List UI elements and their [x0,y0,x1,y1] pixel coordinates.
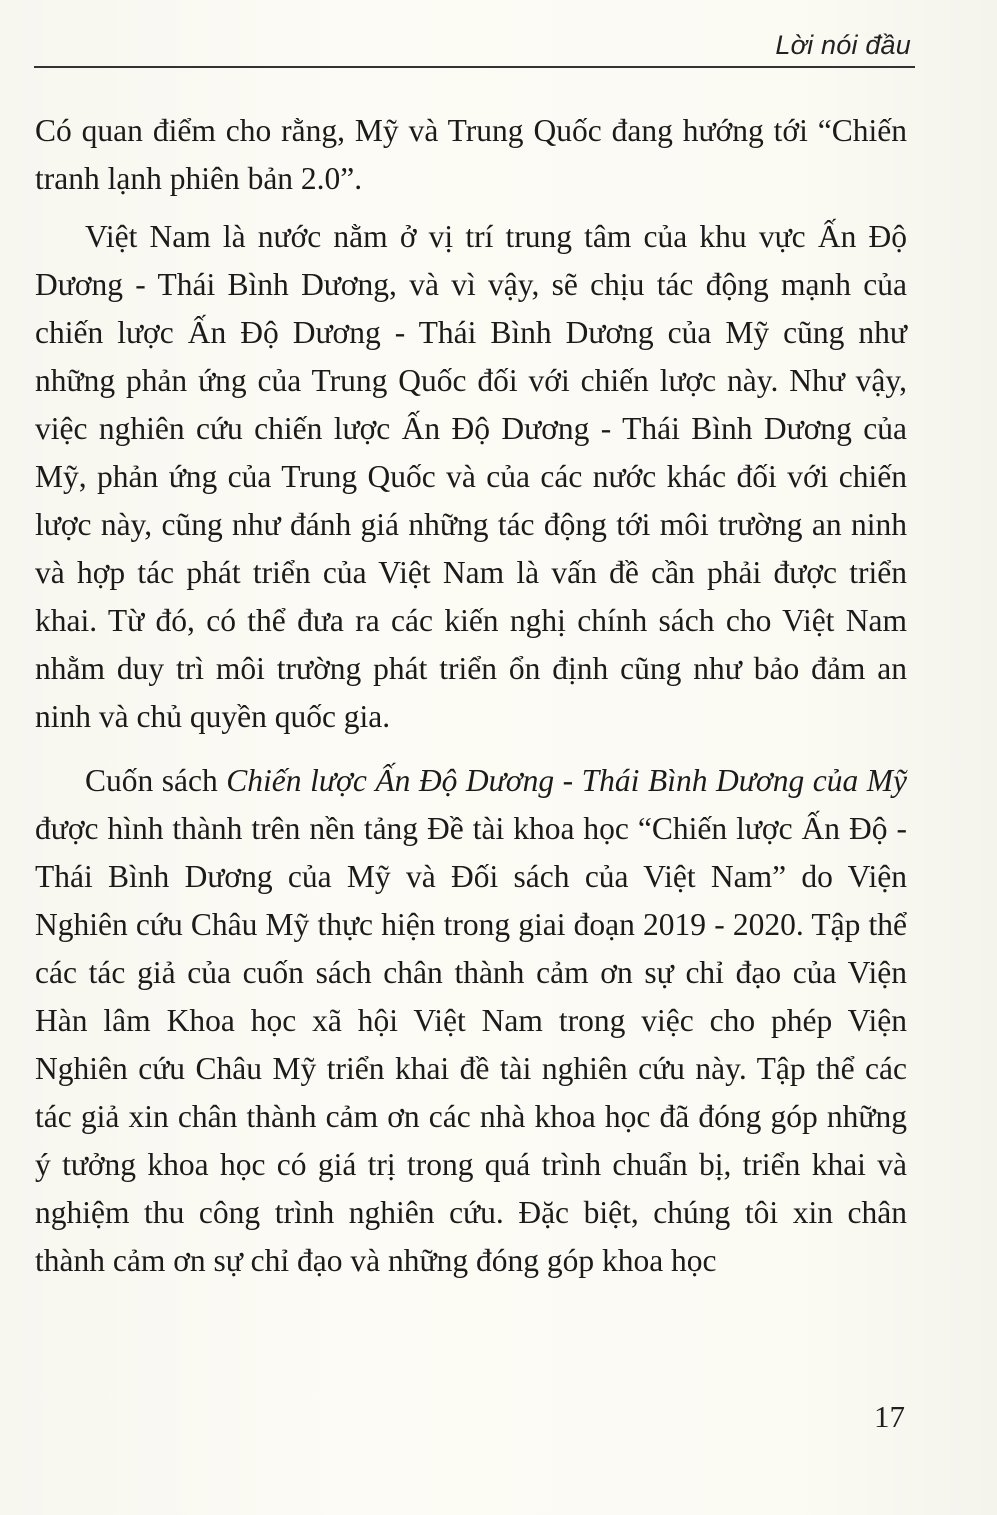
paragraph-3-text: được hình thành trên nền tảng Đề tài khoa học “Chiến lược Ấn Độ - Thái Bình Dương của Mỹ và Đối sách của Việt Nam” do Viện Nghiên cứu Châu Mỹ thực hiện trong giai đoạn 2019 - 2020. Tập thể các tác giả của cuốn sách chân thành cảm ơn sự chỉ đạo của Viện Hàn lâm Khoa học xã hội Việt Nam trong việc cho phép Viện Nghiên cứu Châu Mỹ triển khai đề tài nghiên cứu này. Tập thể các tác giả xin chân thành cảm ơn các nhà khoa học đã đóng góp những ý tưởng khoa học có giá trị trong quá trình chuẩn bị, triển khai và nghiệm thu công trình nghiên cứu. Đặc biệt, chúng tôi xin chân thành cảm ơn sự chỉ đạo và những đóng góp khoa học [35,811,907,1278]
header-rule [34,66,915,68]
paragraph-3 [35,757,907,1285]
chapter-title: Lời nói đầu [775,30,911,60]
running-header [0,0,997,80]
paragraph-3-intro: Cuốn sách [85,763,227,798]
paragraph-2: Việt Nam là nước nằm ở vị trí trung tâm của khu vực Ấn Độ Dương - Thái Bình Dương, và vì vậy, sẽ chịu tác động mạnh của chiến lược Ấn Độ Dương - Thái Bình Dương của Mỹ cũng như những phản ứng của Trung Quốc đối với chiến lược này. Như vậy, việc nghiên cứu chiến lược Ấn Độ Dương - Thái Bình Dương của Mỹ, phản ứng của Trung Quốc và của các nước khác đối với chiến lược này, cũng như đánh giá những tác động tới môi trường an ninh và hợp tác phát triển của Việt Nam là vấn đề cần phải được triển khai. Từ đó, có thể đưa ra các kiến nghị chính sách cho Việt Nam nhằm duy trì môi trường phát triển ổn định cũng như bảo đảm an ninh và chủ quyền quốc gia. [35,219,907,734]
book-title: Chiến lược Ấn Độ Dương - Thái Bình Dương của Mỹ [226,763,907,798]
page-number: 17 [874,1399,905,1434]
paragraph-1: Có quan điểm cho rằng, Mỹ và Trung Quốc đang hướng tới “Chiến tranh lạnh phiên bản 2.0”. [35,113,907,196]
body-text [35,107,907,1285]
